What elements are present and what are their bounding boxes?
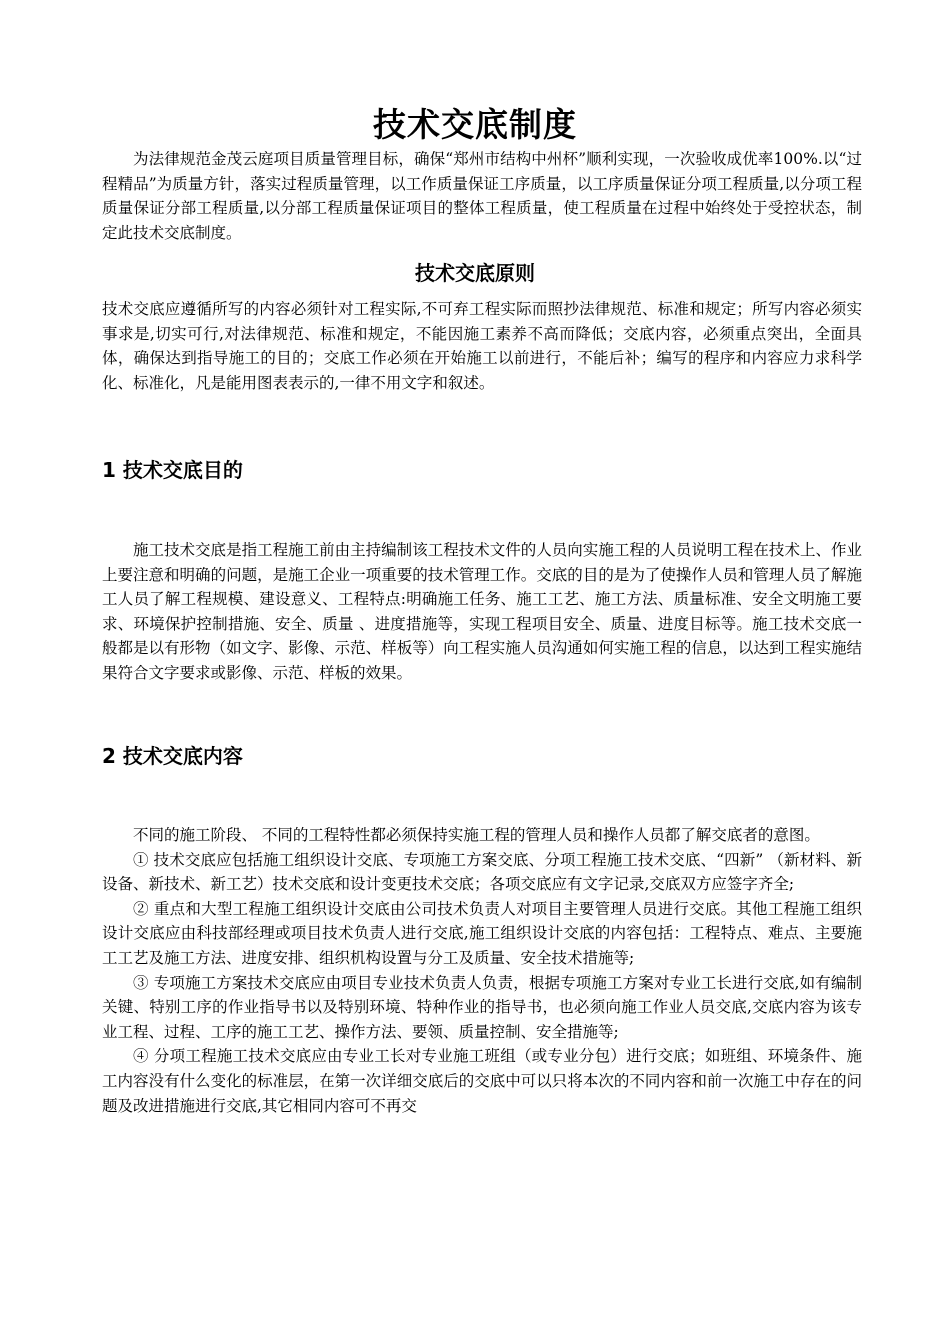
document-title: 技术交底制度 <box>373 105 577 144</box>
principles-text: 技术交底应遵循所写的内容必须针对工程实际,不可弃工程实际而照抄法律规范、标准和规定；所写内容必须实事求是,切实可行,对法律规范、标准和规定，不能因施工素养不高而降低；交底内容，必须重点突出，全面具体，确保达到指导施工的目的；交底工作必须在开始施工以前进行，不能后补；编写的程序和内容应力求科学化、标准化，凡是能用图表表示的,一律不用文字和叙述。 <box>102 300 862 392</box>
section2-item-3: ③ 专项施工方案技术交底应由项目专业技术负责人负责，根据专项施工方案对专业工长进行交底,如有编制关键、特别工序的作业指导书以及特别环境、特种作业的指导书，也必须向施工作业人员交底,交底内容为该专业工程、过程、工序的施工工艺、操作方法、要领、质量控制、安全措施等; <box>102 973 862 1041</box>
section1-heading: 1 技术交底目的 <box>102 458 243 482</box>
section2-item-4: ④ 分项工程施工技术交底应由专业工长对专业施工班组（或专业分包）进行交底；如班组、环境条件、施工内容没有什么变化的标准层，在第一次详细交底后的交底中可以只将本次的不同内容和前一次施工中存在的问题及改进措施进行交底,其它相同内容可不再交 <box>102 1047 862 1115</box>
section2-content <box>102 823 862 1118</box>
intro-text: 为法律规范金茂云庭项目质量管理目标，确保“郑州市结构中州杯”顺利实现，一次验收成优率100%.以“过程精品”为质量方针，落实过程质量管理，以工作质量保证工序质量，以工序质量保证分项工程质量,以分项工程质量保证分部工程质量,以分部工程质量保证项目的整体工程质量，使工程质量在过程中始终处于受控状态，制定此技术交底制度。 <box>102 150 862 242</box>
section2-item-1: ① 技术交底应包括施工组织设计交底、专项施工方案交底、分项工程施工技术交底、“四新” （新材料、新设备、新技术、新工艺）技术交底和设计变更技术交底；各项交底应有文字记录,交底双方应签字齐全; <box>102 850 862 894</box>
section1-text: 施工技术交底是指工程施工前由主持编制该工程技术文件的人员向实施工程的人员说明工程在技术上、作业上要注意和明确的问题，是施工企业一项重要的技术管理工作。交底的目的是为了使操作人员和管理人员了解施工人员了解工程规模、建设意义、工程特点:明确施工任务、施工工艺、施工方法、质量标准、安全文明施工要求、环境保护控制措施、安全、质量 、进度措施等，实现工程项目安全、质量、进度目标等。施工技术交底一般都是以有形物（如文字、影像、示范、样板等）向工程实施人员沟通如何实施工程的信息，以达到工程实施结果符合文字要求或影像、示范、样板的效果。 <box>102 541 862 682</box>
intro-paragraph <box>102 147 862 245</box>
section2-intro: 不同的施工阶段、 不同的工程特性都必须保持实施工程的管理人员和操作人员都了解交底者的意图。 <box>133 826 820 844</box>
section2-heading: 2 技术交底内容 <box>102 744 243 768</box>
principles-paragraph <box>102 297 862 395</box>
principles-heading: 技术交底原则 <box>415 261 535 285</box>
section2-item-2: ② 重点和大型工程施工组织设计交底由公司技术负责人对项目主要管理人员进行交底。其他工程施工组织设计交底应由科技部经理或项目技术负责人进行交底,施工组织设计交底的内容包括：工程特点、难点、主要施工工艺及施工方法、进度安排、组织机构设置与分工及质量、安全技术措施等; <box>102 899 862 967</box>
section1-paragraph <box>102 538 862 686</box>
